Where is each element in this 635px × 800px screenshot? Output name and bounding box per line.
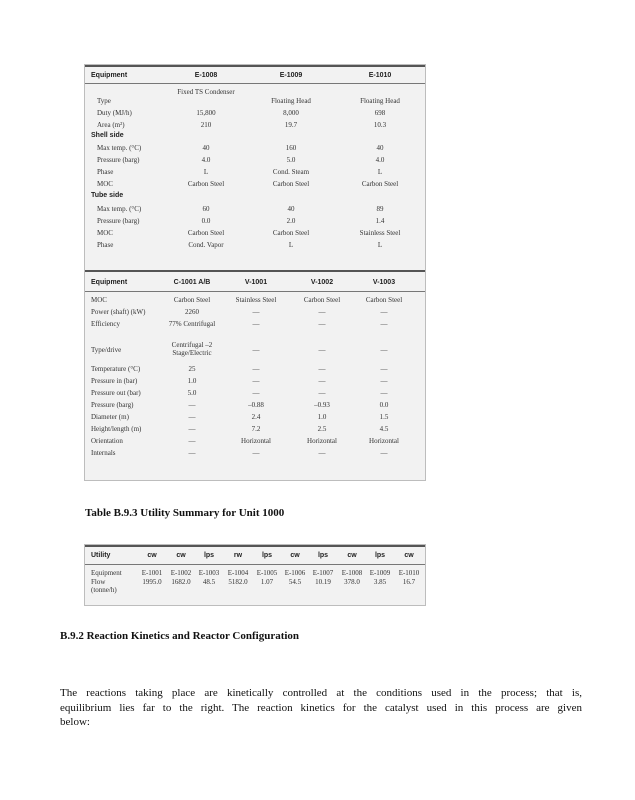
cell: 1.5 [379,413,389,421]
cell: 1.0 [317,413,327,421]
row-label: Area (m²) [97,121,125,129]
cell: — [318,389,326,397]
row-label: Temperature (°C) [91,365,141,373]
cell: L [288,241,294,249]
cell: — [380,346,388,354]
cell: — [380,320,388,328]
utility-equipment-label: Equipment [91,569,122,577]
utility-equipment: E-1010 [398,569,420,577]
cell: 77% Centrifugal [168,320,216,328]
cell: 4.0 [375,156,385,164]
table1-header-e1008: E-1008 [194,72,218,79]
row-label: Efficiency [91,320,121,328]
utility-equipment: E-1007 [312,569,334,577]
cell: Carbon Steel [303,296,341,304]
utility-type: lps [203,552,215,559]
cell: — [252,346,260,354]
cell: 10.3 [373,121,387,129]
cell: 5.0 [286,156,296,164]
cell: — [252,377,260,385]
cell: 1.4 [375,217,385,225]
cell: 0.0 [201,217,211,225]
row-label: Internals [91,449,116,457]
cell: 40 [287,205,295,213]
cell: 40 [202,144,210,152]
cell: Horizontal [241,437,271,445]
cell: 2260 [185,308,199,316]
cell: — [252,320,260,328]
cell: — [188,449,196,457]
row-label: Power (shaft) (kW) [91,308,146,316]
table2-header-equipment: Equipment [91,279,128,286]
cell: — [318,346,326,354]
table1-header-e1010: E-1010 [368,72,392,79]
utility-flow: 1995.0 [142,578,162,586]
section-shell-side: Shell side [91,132,124,139]
cell: — [252,308,260,316]
utility-equipment: E-1009 [369,569,391,577]
cell: 25 [188,365,196,373]
utility-flow: 3.85 [373,578,387,586]
paragraph-line: equilibrium lies far to the right. The reaction kinetics for the catalyst used in this process are given [60,701,582,714]
paragraph-line: below: [60,716,90,728]
row-label: Pressure (barg) [97,217,140,225]
utility-type: cw [290,552,300,559]
body-paragraph [60,686,582,730]
utility-flow: 1.07 [260,578,274,586]
cell: — [380,377,388,385]
row-label: Pressure in (bar) [91,377,138,385]
utility-header-label: Utility [91,552,111,559]
utility-equipment: E-1008 [341,569,363,577]
cell: 2.0 [286,217,296,225]
table-caption: Table B.9.3 Utility Summary for Unit 1000 [85,507,285,519]
paragraph-line: The reactions taking place are kinetically controlled at the conditions used in the process; that is, [60,687,582,699]
cell: L [377,168,383,176]
utility-equipment: E-1006 [284,569,306,577]
row-label: Height/length (m) [91,425,142,433]
table1-header-rule [85,83,425,84]
row-label: Type/drive [91,346,122,354]
cell: — [252,389,260,397]
row-label: Duty (MJ/h) [97,109,132,117]
cell: L [377,241,383,249]
cell: Floating Head [271,97,311,105]
cell: 40 [376,144,384,152]
cell: — [318,449,326,457]
cell: 2.4 [251,413,261,421]
section-tube-side: Tube side [91,192,124,199]
cell: Horizontal [307,437,337,445]
utility-type: cw [147,552,157,559]
cell: — [252,449,260,457]
row-label: Max temp. (°C) [97,205,142,213]
utility-type: lps [374,552,386,559]
cell: — [318,320,326,328]
cell: Stainless Steel [235,296,277,304]
cell: Floating Head [360,97,400,105]
row-label: Max temp. (°C) [97,144,142,152]
utility-table-panel [84,544,426,606]
row-label: Pressure out (bar) [91,389,141,397]
cell: 2.5 [317,425,327,433]
cell: 4.5 [379,425,389,433]
cell: 1.0 [187,377,197,385]
cell: 7.2 [251,425,261,433]
utility-type: cw [176,552,186,559]
cell: 160 [285,144,297,152]
utility-type: rw [233,552,243,559]
row-label: Diameter (m) [91,413,129,421]
row-label: MOC [97,229,113,237]
cell: Cond. Steam [272,168,310,176]
cell: — [188,437,196,445]
utility-type: cw [347,552,357,559]
table2-header-v1001: V-1001 [244,279,268,286]
utility-flow: 54.5 [288,578,302,586]
row-label: Pressure (barg) [97,156,140,164]
utility-type: cw [404,552,414,559]
utility-equipment: E-1001 [141,569,163,577]
cell: 0.0 [379,401,389,409]
cell: — [318,365,326,373]
cell: Carbon Steel [272,180,310,188]
cell: Carbon Steel [173,296,211,304]
cell: Carbon Steel [272,229,310,237]
utility-top-rule [85,545,425,547]
table2-header-rule [85,291,425,292]
cell: 89 [376,205,384,213]
row-label: MOC [97,180,113,188]
cell: Carbon Steel [187,180,225,188]
cell: Cond. Vapor [188,241,224,249]
utility-header-rule [85,564,425,565]
cell: 60 [202,205,210,213]
cell: Horizontal [369,437,399,445]
cell: L [203,168,209,176]
equipment-table-panel [84,64,426,481]
utility-flow: 5182.0 [228,578,248,586]
row-label: MOC [91,296,107,304]
table2-header-v1003: V-1003 [372,279,396,286]
utility-flow: 378.0 [344,578,360,586]
cell: — [252,365,260,373]
section-heading: B.9.2 Reaction Kinetics and Reactor Configuration [60,630,300,642]
cell: Centrifugal –2 Stage/Electric [171,341,213,357]
cell: 15,800 [196,109,216,117]
table2-header-v1002: V-1002 [310,279,334,286]
cell: — [380,308,388,316]
row-label: Orientation [91,437,123,445]
cell: 4.0 [201,156,211,164]
cell: 8,000 [283,109,299,117]
row-label: Phase [97,168,114,176]
cell: –0.88 [248,401,264,409]
utility-equipment: E-1005 [256,569,278,577]
cell: Carbon Steel [365,296,403,304]
cell: — [318,308,326,316]
utility-flow: 1682.0 [171,578,191,586]
table2-header-c1001: C-1001 A/B [173,279,211,286]
table2-top-rule [85,270,425,272]
cell: — [318,377,326,385]
cell: Fixed TS Condenser [177,88,235,96]
cell: Stainless Steel [359,229,401,237]
utility-equipment: E-1003 [198,569,220,577]
table1-header-equipment: Equipment [91,72,128,79]
cell: Carbon Steel [187,229,225,237]
cell: — [188,401,196,409]
table1-header-e1009: E-1009 [279,72,303,79]
utility-flow-label: Flow (tonne/h) [91,578,117,594]
cell: 698 [374,109,386,117]
cell: 19.7 [284,121,298,129]
cell: 210 [200,121,212,129]
row-label: Pressure (barg) [91,401,134,409]
utility-equipment: E-1004 [227,569,249,577]
cell: — [188,425,196,433]
utility-flow: 10.19 [315,578,331,586]
cell: 5.0 [187,389,197,397]
utility-equipment: E-1002 [170,569,192,577]
table1-top-rule [85,65,425,67]
cell: — [380,365,388,373]
cell: — [188,413,196,421]
cell: — [380,389,388,397]
cell: –0.93 [314,401,330,409]
utility-flow: 48.5 [202,578,216,586]
utility-type: lps [317,552,329,559]
cell: — [380,449,388,457]
row-label: Type [97,97,111,105]
utility-type: lps [261,552,273,559]
row-label: Phase [97,241,114,249]
utility-flow: 16.7 [402,578,416,586]
cell: Carbon Steel [361,180,399,188]
